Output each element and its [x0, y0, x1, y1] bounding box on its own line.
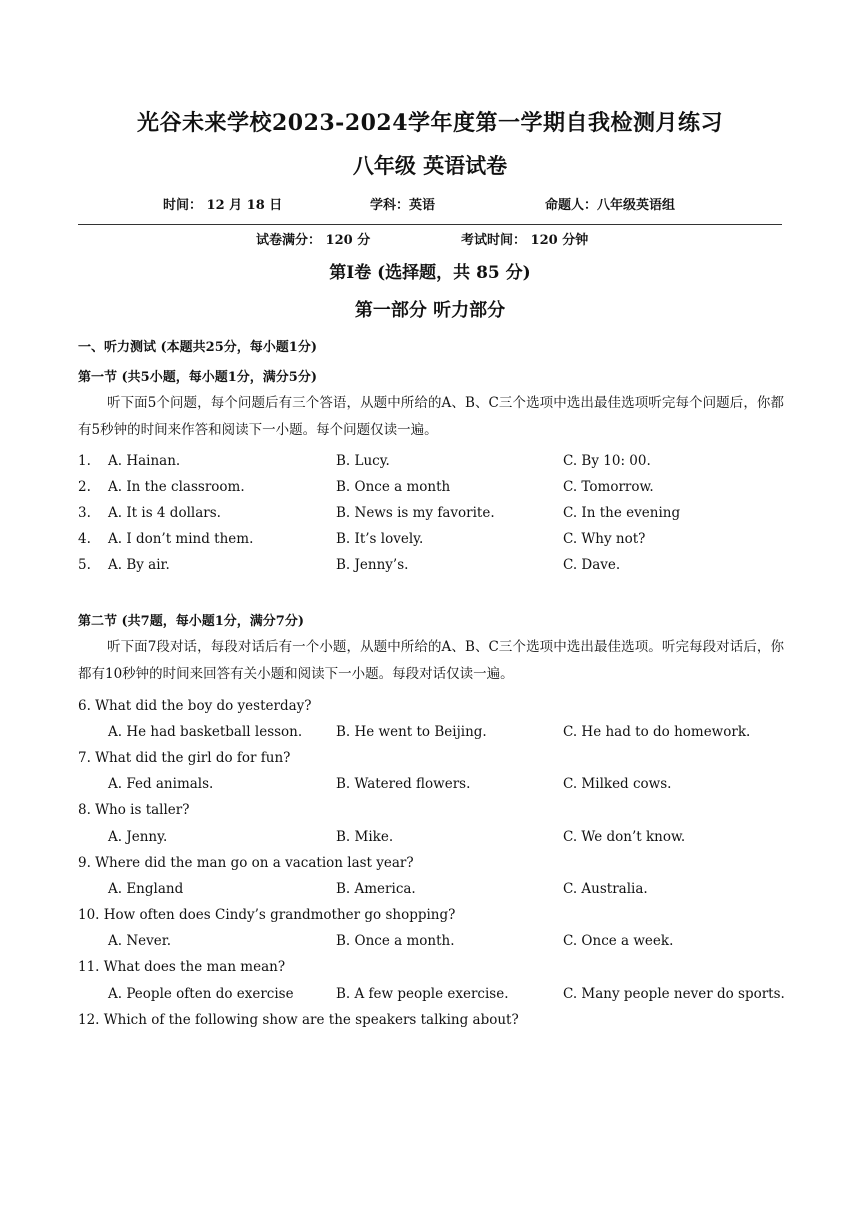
option-c: C. Once a week.	[563, 933, 674, 949]
option-a: A. Never.	[108, 933, 172, 949]
question-text: 9. Where did the man go on a vacation last year?	[78, 855, 414, 871]
volume-title: 第Ⅰ卷 (选择题，共 85 分)	[329, 263, 531, 283]
question-number: 3.	[78, 505, 91, 521]
option-b: B. It’s lovely.	[336, 531, 424, 547]
section1-heading: 一、听力测试 (本题共25分，每小题1分)	[78, 340, 317, 355]
question-number: 2.	[78, 479, 91, 495]
option-a: A. Fed animals.	[108, 776, 214, 792]
question-number: 5.	[78, 557, 91, 573]
section1-sub-heading: 第一节 (共5小题，每小题1分，满分5分)	[78, 370, 317, 385]
option-a: A. People often do exercise	[108, 986, 294, 1002]
exam-author: 命题人：八年级英语组	[545, 198, 676, 213]
question-text: 10. How often does Cindy’s grandmother go shopping?	[78, 907, 456, 923]
exam-subtitle: 八年级 英语试卷	[352, 153, 508, 178]
option-b: B. Once a month	[336, 479, 451, 495]
full-score: 试卷满分： 120 分	[256, 233, 371, 248]
option-b: B. Once a month.	[336, 933, 455, 949]
question-number: 1.	[78, 453, 91, 469]
option-a: A. It is 4 dollars.	[108, 505, 221, 521]
option-c: C. We don’t know.	[563, 829, 686, 845]
exam-duration: 考试时间： 120 分钟	[461, 233, 589, 248]
option-a: A. In the classroom.	[108, 479, 245, 495]
question-text: 12. Which of the following show are the speakers talking about?	[78, 1012, 519, 1028]
section1-instructions: 听下面5个问题，每个问题后有三个答语，从题中所给的A、B、C三个选项中选出最佳选项听完每个问题后，你都有5秒钟的时间来作答和阅读下一小题。每个问题仅读一遍。	[78, 395, 784, 438]
option-b: B. Mike.	[336, 829, 394, 845]
section2-sub-heading: 第二节 (共7题，每小题1分，满分7分)	[78, 614, 304, 629]
question-text: 7. What did the girl do for fun?	[78, 750, 291, 766]
option-a: A. Jenny.	[108, 829, 168, 845]
question-text: 11. What does the man mean?	[78, 959, 286, 975]
option-c: C. Australia.	[563, 881, 648, 897]
option-c: C. In the evening	[563, 505, 681, 521]
option-a: A. England	[108, 881, 184, 897]
option-b: B. Jenny’s.	[336, 557, 409, 573]
option-b: B. Lucy.	[336, 453, 390, 469]
exam-date: 时间： 12 月 18 日	[163, 198, 283, 213]
header-divider	[78, 224, 782, 225]
exam-subject: 学科：英语	[370, 198, 436, 213]
option-b: B. Watered flowers.	[336, 776, 471, 792]
option-a: A. I don’t mind them.	[108, 531, 254, 547]
question-number: 4.	[78, 531, 91, 547]
question-text: 6. What did the boy do yesterday?	[78, 698, 312, 714]
option-c: C. By 10: 00.	[563, 453, 651, 469]
option-b: B. America.	[336, 881, 416, 897]
option-c: C. Milked cows.	[563, 776, 672, 792]
option-a: A. He had basketball lesson.	[108, 724, 303, 740]
option-c: C. Dave.	[563, 557, 621, 573]
exam-title: 光谷未来学校2023-2024学年度第一学期自我检测月练习	[136, 110, 724, 136]
section2-instructions: 听下面7段对话，每段对话后有一个小题，从题中所给的A、B、C三个选项中选出最佳选项。听完每段对话后，你都有10秒钟的时间来回答有关小题和阅读下一小题。每段对话仅读一遍。	[78, 639, 784, 682]
option-a: A. Hainan.	[108, 453, 181, 469]
option-c: C. He had to do homework.	[563, 724, 751, 740]
option-c: C. Why not?	[563, 531, 646, 547]
option-b: B. A few people exercise.	[336, 986, 509, 1002]
option-a: A. By air.	[108, 557, 170, 573]
option-b: B. He went to Beijing.	[336, 724, 487, 740]
question-text: 8. Who is taller?	[78, 802, 190, 818]
part-title: 第一部分 听力部分	[354, 300, 506, 321]
option-c: C. Many people never do sports.	[563, 986, 785, 1002]
option-c: C. Tomorrow.	[563, 479, 654, 495]
option-b: B. News is my favorite.	[336, 505, 495, 521]
